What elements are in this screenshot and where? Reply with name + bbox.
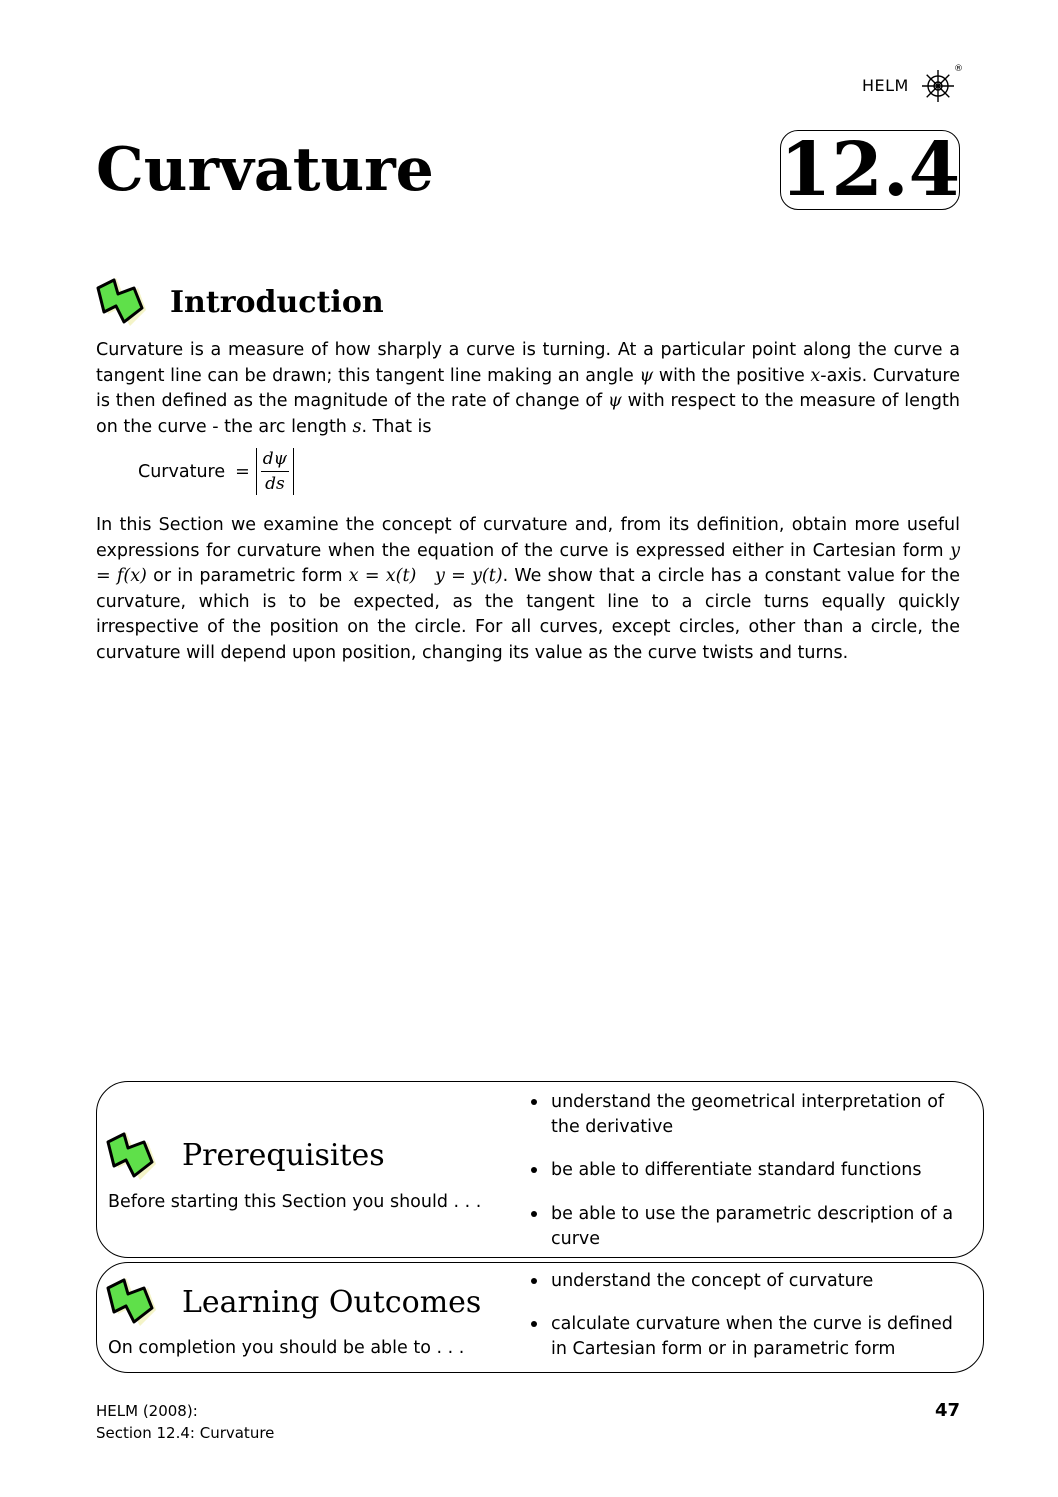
footer-citation: [96, 1400, 274, 1444]
list-item: understand the concept of curvature: [527, 1269, 957, 1294]
logo-text: HELM: [862, 76, 909, 95]
learning-outcomes-heading: Learning Outcomes: [182, 1285, 482, 1320]
prerequisites-list: [527, 1090, 957, 1252]
footer-line-1: HELM (2008):: [96, 1402, 198, 1420]
fraction-numerator: dψ: [261, 448, 289, 472]
section-overview-paragraph: In this Section we examine the concept of curvature and, from its definition, obtain more useful expressions for curvature when the equation of the curve is expressed either in Cartesian form y = f(x) or in parametric form x = x(t) y = y(t). We show that a circle has a constant value for the curvature, which is to be expected, as the tangent line to a circle turns equally quickly irrespective of the position on the circle. For all curves, except circles, other than a circle, the curvature will depend upon position, changing its value as the curve twists and turns.: [96, 515, 961, 663]
bullet-icon: [531, 1167, 537, 1173]
introduction-heading: Introduction: [170, 285, 384, 320]
bullet-icon: [531, 1211, 537, 1217]
arrow-icon: [94, 276, 148, 328]
absolute-value: [256, 448, 294, 495]
page-number: 47: [935, 1400, 961, 1421]
page-title: Curvature: [96, 135, 434, 205]
formula-equals: =: [235, 461, 250, 482]
formula-label: Curvature: [138, 461, 226, 482]
prerequisites-heading: Prerequisites: [182, 1138, 385, 1173]
list-item: be able to differentiate standard functions: [527, 1158, 957, 1183]
curvature-formula: [138, 448, 294, 495]
arrow-icon: [104, 1276, 158, 1328]
arrow-icon: [104, 1130, 158, 1182]
section-number-badge: 12.4: [779, 127, 961, 213]
bullet-icon: [531, 1321, 537, 1327]
prerequisites-subtext: Before starting this Section you should . . .: [108, 1192, 482, 1212]
footer-line-2: Section 12.4: Curvature: [96, 1424, 275, 1442]
list-item: understand the geometrical interpretation of the derivative: [527, 1090, 957, 1140]
list-item: be able to use the parametric description of a curve: [527, 1202, 957, 1252]
fraction-denominator: ds: [265, 474, 285, 494]
bullet-icon: [531, 1278, 537, 1284]
learning-outcomes-subtext: On completion you should be able to . . .: [108, 1338, 465, 1358]
bullet-icon: [531, 1099, 537, 1105]
list-item: calculate curvature when the curve is defined in Cartesian form or in parametric form: [527, 1312, 957, 1362]
intro-paragraph: Curvature is a measure of how sharply a curve is turning. At a particular point along the curve a tangent line can be drawn; this tangent line making an angle ψ with the positive x-axis. Curvature is then defined as the magnitude of the rate of change of ψ with respect to the measure of length on the curve - the arc length s. That is: [96, 340, 960, 437]
ship-wheel-icon: [920, 68, 956, 104]
fraction: [261, 448, 289, 495]
learning-outcomes-list: [527, 1269, 957, 1362]
helm-logo: [862, 64, 962, 106]
registered-mark: ®: [954, 64, 963, 74]
